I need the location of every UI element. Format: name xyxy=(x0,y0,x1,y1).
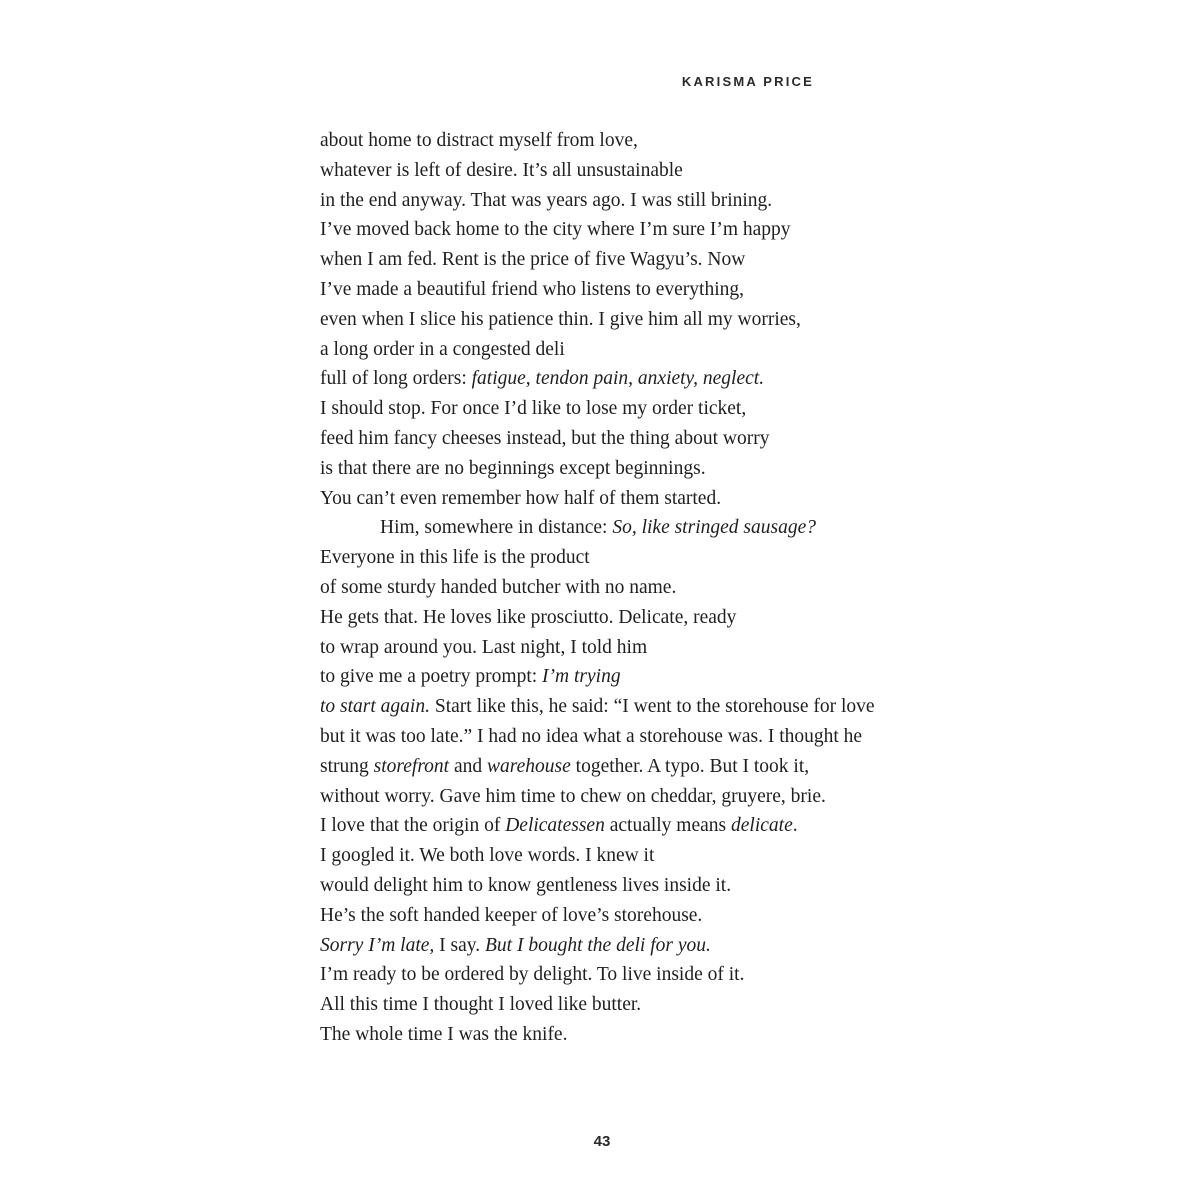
line-segment: strung xyxy=(320,755,374,777)
poem-line xyxy=(320,901,920,931)
line-segment: He gets that. He loves like prosciutto. Delicate, ready xyxy=(320,606,737,628)
poem-line xyxy=(320,722,920,752)
italic-segment: So, like stringed sausage? xyxy=(612,517,816,539)
line-segment: I should stop. For once I’d like to lose my order ticket, xyxy=(320,398,747,420)
poem-line xyxy=(320,841,920,871)
poem-line xyxy=(320,633,920,663)
poem-line xyxy=(320,752,920,782)
poem-line xyxy=(320,335,920,365)
poem-body xyxy=(320,126,920,1050)
poem-line xyxy=(320,931,920,961)
line-segment: I say. xyxy=(434,934,486,956)
italic-segment: delicate xyxy=(731,815,793,837)
poem-line xyxy=(320,126,920,156)
line-segment: together. A typo. But I took it, xyxy=(570,755,810,777)
italic-segment: to start again. xyxy=(320,696,430,718)
italic-segment: I’m trying xyxy=(542,666,621,688)
poem-line xyxy=(320,662,920,692)
poem-line xyxy=(320,245,920,275)
poem-line xyxy=(320,990,920,1020)
line-segment: and xyxy=(449,755,488,777)
line-segment: about home to distract myself from love, xyxy=(320,130,638,151)
line-segment: Him, somewhere in distance: xyxy=(380,517,613,539)
line-segment: even when I slice his patience thin. I give him all my worries, xyxy=(320,308,801,330)
line-segment: The whole time I was the knife. xyxy=(320,1023,568,1045)
poem-line xyxy=(320,215,920,245)
line-segment: to wrap around you. Last night, I told him xyxy=(320,636,648,658)
poem-line xyxy=(320,1020,920,1050)
poem-line xyxy=(320,603,920,633)
line-segment: when I am fed. Rent is the price of five Wagyu’s. Now xyxy=(320,249,746,271)
line-segment: All this time I thought I loved like butter. xyxy=(320,994,642,1016)
italic-segment: Sorry I’m late, xyxy=(320,934,435,956)
poem-line-indented xyxy=(320,513,920,543)
line-segment: . xyxy=(792,815,798,837)
line-segment: You can’t even remember how half of them started. xyxy=(320,487,722,509)
line-segment: actually means xyxy=(604,815,732,837)
poem-line xyxy=(320,692,920,722)
italic-segment: warehouse xyxy=(487,755,571,777)
line-segment: I’ve made a beautiful friend who listens to everything, xyxy=(320,278,744,300)
poem-line xyxy=(320,186,920,216)
poem-line xyxy=(320,156,920,186)
italic-segment: fatigue, tendon pain, anxiety, neglect. xyxy=(471,368,765,390)
poem-line xyxy=(320,960,920,990)
poem-line xyxy=(320,543,920,573)
line-segment: of some sturdy handed butcher with no name. xyxy=(320,576,677,598)
line-segment: in the end anyway. That was years ago. I was still brining. xyxy=(320,189,773,211)
poem-line xyxy=(320,305,920,335)
line-segment: would delight him to know gentleness lives inside it. xyxy=(320,874,732,896)
italic-segment: Delicatessen xyxy=(505,815,605,837)
running-head-author: KARISMA PRICE xyxy=(681,74,814,89)
line-segment: I’ve moved back home to the city where I’m sure I’m happy xyxy=(320,219,791,241)
poem-line xyxy=(320,573,920,603)
line-segment: Start like this, he said: “I went to the storehouse for love xyxy=(429,696,875,718)
line-segment: I’m ready to be ordered by delight. To live inside of it. xyxy=(320,964,745,986)
line-segment: whatever is left of desire. It’s all unsustainable xyxy=(320,159,683,181)
italic-segment: But I bought the deli for you. xyxy=(485,934,711,956)
line-segment: I googled it. We both love words. I knew it xyxy=(320,845,655,867)
poem-line xyxy=(320,275,920,305)
line-segment: but it was too late.” I had no idea what a storehouse was. I thought he xyxy=(320,725,863,747)
poem-line xyxy=(320,484,920,514)
line-segment: is that there are no beginnings except beginnings. xyxy=(320,457,706,479)
line-segment: feed him fancy cheeses instead, but the thing about worry xyxy=(320,427,770,449)
poem-line xyxy=(320,782,920,812)
italic-segment: storefront xyxy=(373,755,450,777)
line-segment: full of long orders: xyxy=(320,368,472,390)
poem-line xyxy=(320,454,920,484)
poem-line xyxy=(320,811,920,841)
poem-line xyxy=(320,394,920,424)
poem-line xyxy=(320,871,920,901)
line-segment: a long order in a congested deli xyxy=(320,338,565,360)
line-segment: I love that the origin of xyxy=(320,815,506,837)
line-segment: He’s the soft handed keeper of love’s storehouse. xyxy=(320,904,703,926)
line-segment: Everyone in this life is the product xyxy=(320,547,590,569)
poem-line xyxy=(320,424,920,454)
page-number: 43 xyxy=(593,1133,611,1150)
line-segment: to give me a poetry prompt: xyxy=(320,666,543,688)
poem-line xyxy=(320,364,920,394)
line-segment: without worry. Gave him time to chew on cheddar, gruyere, brie. xyxy=(320,785,826,807)
